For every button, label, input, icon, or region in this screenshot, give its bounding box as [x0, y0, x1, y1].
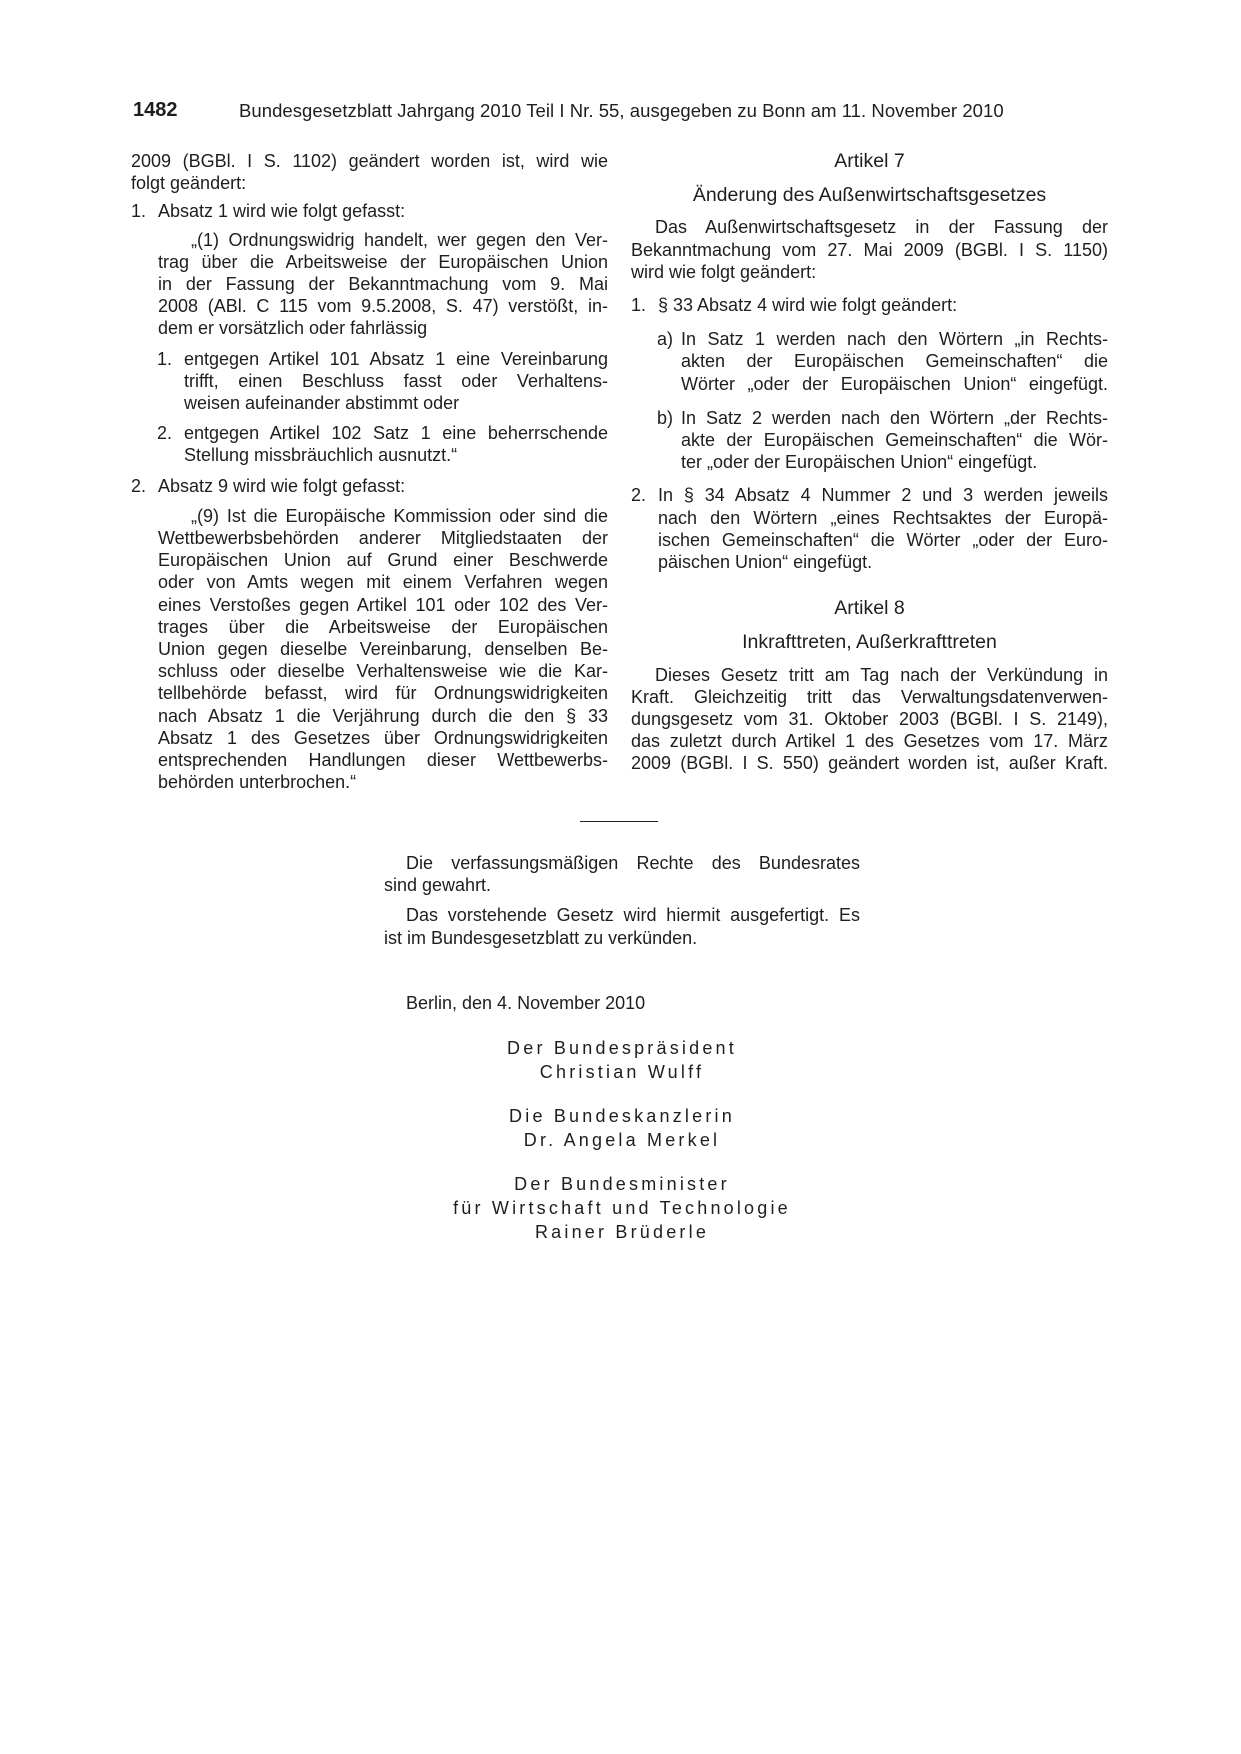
quoted-paragraph-2 — [158, 505, 608, 794]
text-line: wird wie folgt geändert: — [631, 261, 817, 282]
place-date: Berlin, den 4. November 2010 — [406, 993, 646, 1013]
signatory-name: Christian Wulff — [539, 1062, 705, 1082]
text-line: eines Verstoßes gegen Artikel 101 oder 102 des Ver- — [158, 594, 608, 615]
list-number: 2. — [131, 475, 147, 496]
signature-block-minister — [384, 1172, 860, 1244]
text-line: päischen Union“ eingefügt. — [658, 552, 873, 573]
sub-item-2 — [157, 422, 608, 466]
text-line: In Satz 2 werden nach den Wörtern „der Rechts- — [681, 407, 1108, 428]
list-letter: a) — [657, 329, 674, 350]
quoted-paragraph-1 — [158, 229, 608, 340]
text-line: Union gegen dieselbe Vereinbarung, denselben Be- — [158, 639, 608, 660]
text-line: trag über die Arbeitsweise der Europäischen Union — [158, 251, 608, 272]
article-8-text — [631, 664, 1108, 775]
article-7-intro — [631, 216, 1108, 283]
text-line: 2008 (ABl. C 115 vom 9.5.2008, S. 47) verstößt, in- — [158, 296, 608, 317]
text-line: entsprechenden Handlungen dieser Wettbewerbs- — [158, 750, 608, 771]
article-7-subtitle: Änderung des Außenwirtschaftsgesetzes — [692, 184, 1047, 207]
text-line: In Satz 1 werden nach den Wörtern „in Rechts- — [681, 329, 1108, 350]
list-number: 1. — [131, 201, 147, 222]
text-line: Das vorstehende Gesetz wird hiermit ausgefertigt. Es — [406, 905, 860, 926]
text-line: Absatz 1 des Gesetzes über Ordnungswidrigkeiten — [158, 727, 608, 748]
text-line: Dieses Gesetz tritt am Tag nach der Verkündung in — [655, 664, 1108, 685]
right-column — [631, 150, 1108, 775]
signature-block-chancellor — [384, 1104, 860, 1152]
gazette-title: Bundesgesetzblatt Jahrgang 2010 Teil I Nr. 55, ausgegeben zu Bonn am 11. November 2010 — [239, 100, 1004, 121]
list-number: 1. — [631, 295, 647, 316]
list-letter: b) — [657, 407, 674, 428]
text-line: Wörter „oder der Europäischen Union“ eingefügt. — [681, 373, 1108, 394]
list-number: 1. — [157, 348, 173, 369]
text-line: In § 34 Absatz 4 Nummer 2 und 3 werden jeweils — [658, 485, 1108, 506]
text-line: sind gewahrt. — [384, 875, 492, 896]
text-line: Wettbewerbsbehörden anderer Mitgliedstaaten der — [158, 528, 608, 549]
text-line: in der Fassung der Bekanntmachung vom 9. Mai — [158, 274, 608, 295]
signatory-role-line2: für Wirtschaft und Technologie — [453, 1198, 791, 1218]
text-line: Europäischen Union auf Grund einer Beschwerde — [158, 550, 608, 571]
signatory-name: Dr. Angela Merkel — [523, 1130, 721, 1150]
list-number: 2. — [157, 423, 173, 444]
text-line: behörden unterbrochen.“ — [158, 772, 357, 793]
text-line: ischen Gemeinschaften“ die Wörter „oder der Euro- — [658, 529, 1108, 550]
text-line: das zuletzt durch Artikel 1 des Gesetzes vom 17. März — [631, 731, 1108, 752]
list-text: Absatz 9 wird wie folgt gefasst: — [158, 475, 406, 496]
text-line: dungsgesetz vom 31. Oktober 2003 (BGBl. I S. 2149), — [631, 709, 1108, 730]
text-line: entgegen Artikel 101 Absatz 1 eine Vereinbarung — [184, 348, 608, 369]
text-line: Das Außenwirtschaftsgesetz in der Fassung der — [655, 217, 1108, 238]
list-item-2 — [131, 475, 608, 497]
text-line: schluss oder dieselbe Verhaltensweise wie die Kar- — [158, 661, 608, 682]
text-line: entgegen Artikel 102 Satz 1 eine beherrschende — [184, 423, 608, 444]
list-item-1 — [631, 294, 1108, 316]
signatory-name: Rainer Brüderle — [534, 1222, 710, 1242]
sub-item-a — [657, 328, 1108, 395]
separator-rule — [580, 821, 658, 822]
text-line: ter „oder der Europäischen Union“ eingefügt. — [681, 452, 1038, 473]
text-line: 2009 (BGBl. I S. 550) geändert worden ist, außer Kraft. — [631, 753, 1108, 774]
page-number: 1482 — [133, 99, 178, 121]
text-line: tellbehörde befasst, wird für Ordnungswidrigkeiten — [158, 683, 608, 704]
intro-line: 2009 (BGBl. I S. 1102) geändert worden ist, wird wie — [131, 151, 608, 171]
text-line: akte der Europäischen Gemeinschaften“ die Wör- — [681, 430, 1108, 451]
list-text: Absatz 1 wird wie folgt gefasst: — [158, 201, 406, 222]
intro-line: folgt geändert: — [131, 173, 247, 194]
signatory-role: Der Bundesminister — [514, 1174, 730, 1194]
sub-item-1 — [157, 348, 608, 415]
page-header — [133, 99, 1013, 122]
text-line: Bekanntmachung vom 27. Mai 2009 (BGBl. I S. 1150) — [631, 239, 1108, 260]
text-line: Stellung missbräuchlich ausnutzt.“ — [184, 445, 458, 466]
text-line: nach den Wörtern „eines Rechtsaktes der Europä- — [658, 507, 1108, 528]
text-line: „(1) Ordnungswidrig handelt, wer gegen den Ver- — [191, 229, 608, 250]
closing-formula — [384, 852, 860, 949]
text-line: „(9) Ist die Europäische Kommission oder sind die — [191, 505, 608, 526]
text-line: Die verfassungsmäßigen Rechte des Bundesrates — [406, 853, 860, 873]
signatory-role: Der Bundespräsident — [507, 1038, 737, 1058]
text-line: Kraft. Gleichzeitig tritt das Verwaltungsdatenverwen- — [631, 686, 1108, 707]
sub-item-b — [657, 407, 1108, 474]
text-line: trifft, einen Beschluss fasst oder Verhaltens- — [184, 370, 608, 391]
left-column — [131, 150, 608, 793]
article-8-subtitle: Inkrafttreten, Außerkrafttreten — [742, 631, 997, 654]
text-line: akten der Europäischen Gemeinschaften“ die — [681, 351, 1108, 372]
signature-block-president — [384, 1036, 860, 1084]
list-item-1 — [131, 200, 608, 222]
text-line: weisen aufeinander abstimmt oder — [184, 393, 460, 414]
list-item-2 — [631, 484, 1108, 573]
article-7-heading: Artikel 7 — [834, 150, 905, 172]
text-line: ist im Bundesgesetzblatt zu verkünden. — [384, 927, 698, 948]
text-line: trages über die Arbeitsweise der Europäischen — [158, 616, 608, 637]
text-line: oder von Amts wegen mit einem Verfahren wegen — [158, 572, 608, 593]
text-line: nach Absatz 1 die Verjährung durch die den § 33 — [158, 705, 608, 726]
list-text: § 33 Absatz 4 wird wie folgt geändert: — [658, 295, 958, 316]
list-number: 2. — [631, 485, 647, 506]
signatory-role: Die Bundeskanzlerin — [509, 1106, 735, 1126]
text-line: dem er vorsätzlich oder fahrlässig — [158, 318, 428, 339]
article-8-heading: Artikel 8 — [834, 597, 905, 620]
